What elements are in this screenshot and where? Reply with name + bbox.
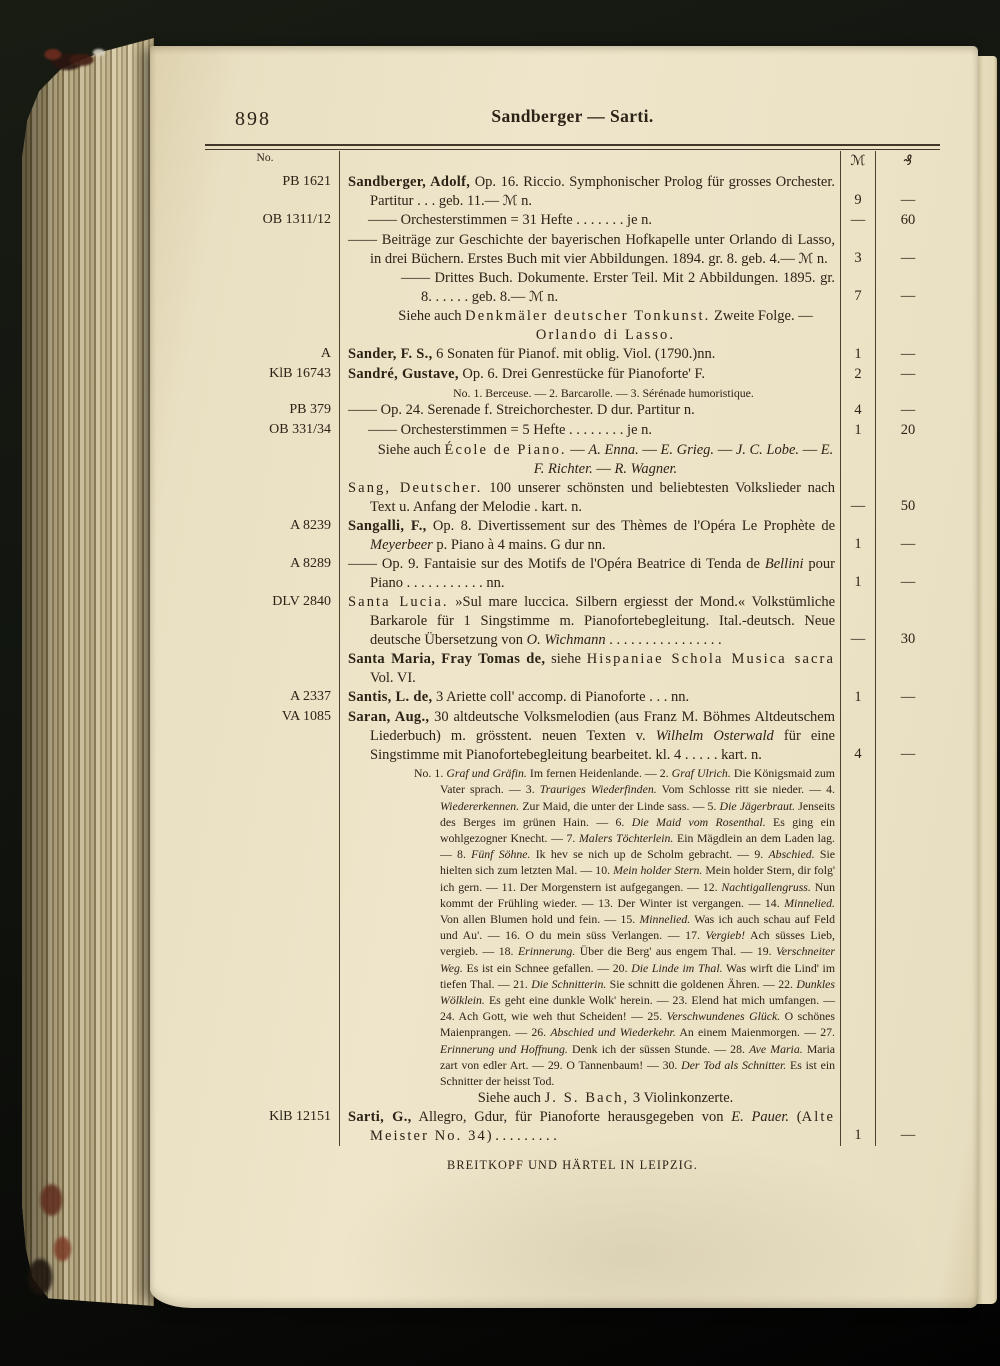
entry-body <box>339 365 840 385</box>
entry-text-part: No. 1. <box>414 766 447 781</box>
entry-text-part: Was wirft die Lind' im tiefen Thal. — 21. <box>440 960 835 991</box>
entry-text-part: siehe <box>545 651 587 668</box>
entry-text-part: Sandberger, Adolf, <box>348 173 471 190</box>
table-row-sandre-op6-inhalt <box>205 385 940 402</box>
price-pfennig: — <box>875 1108 940 1146</box>
entry-text-part: Santa Lucia. <box>348 594 449 611</box>
catalog-table <box>205 151 940 1147</box>
catalog-number: OB 331/34 <box>269 422 331 438</box>
entry-text-part: Graf und Gräfin. <box>446 766 527 781</box>
table-row-see-ecole <box>205 441 940 479</box>
entry-text-part: Sangalli, F., <box>348 518 427 535</box>
entry-text-part: Nachtigallengruss. <box>721 879 811 894</box>
entry-text-part: École de Piano. <box>444 442 567 459</box>
entry-text-part: Meyerbeer <box>370 537 433 554</box>
price-mark <box>840 307 875 345</box>
entry-text-part: E. Grieg. <box>660 442 715 459</box>
entry-paragraph <box>348 650 835 688</box>
price-pfennig: — <box>875 555 940 593</box>
entry-text-part: Ach süsses Lieb, vergieb. — 18. <box>440 928 835 959</box>
catalog-number: A <box>320 345 331 361</box>
price-mark <box>840 385 875 402</box>
price-mark: 4 <box>840 708 875 765</box>
catalog-number <box>205 479 339 517</box>
catalog-number <box>205 307 339 345</box>
entry-text-part: pour Piano . . . . . . . . . . . nn. <box>370 556 835 592</box>
entry-text-part: n. <box>813 250 828 267</box>
entry-text-part: 3 Ariette coll' accomp. di Pianoforte . . . nn. <box>432 689 690 706</box>
price-pfennig: — <box>875 517 940 555</box>
entry-text-part: Es geht eine dunkle Wolk' herein. — 23. Elend hat mich umfangen. — 24. Ach Gott, wie weh thut Scheiden! — 25. <box>440 992 835 1024</box>
entry-paragraph <box>348 385 835 402</box>
price-mark: 1 <box>840 345 875 365</box>
entry-text-part: Sarti, G., <box>348 1109 412 1126</box>
page-content <box>205 106 940 1173</box>
entry-text-part: Es ging ein wohlgezogner Knecht. — 7. <box>440 814 835 845</box>
catalog-number: PB 379 <box>289 402 331 418</box>
catalog-number <box>205 385 339 402</box>
entry-text-part: Maria zart von edler Art. — 29. O Tannenbaum! — 30. <box>440 1041 835 1072</box>
underlying-page-edge <box>977 56 997 1304</box>
price-pfennig: — <box>875 688 940 708</box>
entry-text-part: Bellini <box>764 556 804 573</box>
entry-text-part: O. Wichmann <box>526 632 606 649</box>
entry-paragraph <box>348 1108 835 1146</box>
page-header <box>205 106 940 144</box>
entry-body <box>339 1108 840 1146</box>
entry-text-part: — <box>799 442 821 459</box>
price-mark <box>840 765 875 1089</box>
table-row-sandberger-beitraege <box>205 231 940 269</box>
entry-text-part: Mein holder Stern. <box>613 863 703 878</box>
table-row-sandre-op6 <box>205 365 940 385</box>
entry-text-part: Vom Schlosse ritt sie nieder. — 4. <box>656 782 835 797</box>
entry-text-part: — <box>638 442 661 459</box>
price-pfennig <box>875 1089 940 1108</box>
table-row-santis <box>205 688 940 708</box>
catalog-number: KlB 12151 <box>269 1109 331 1125</box>
entry-text-part: Ik hev se nich up de Scholm gebracht. — 9. <box>530 847 769 862</box>
entry-text-part: — <box>714 442 736 459</box>
entry-paragraph <box>348 593 835 650</box>
entry-text-part: Minnelied. <box>639 911 691 926</box>
catalog-number: PB 1621 <box>282 173 331 189</box>
entry-paragraph <box>348 365 835 384</box>
column-header-pfennig: ₰ <box>875 151 940 173</box>
page-number: 898 <box>235 108 271 130</box>
catalog-number: A 8289 <box>290 556 331 572</box>
entry-text-part: Der Tod als Schnitter. <box>681 1057 787 1072</box>
marbled-edge-top <box>24 40 120 76</box>
price-pfennig: — <box>875 345 940 365</box>
entry-text-part: Jenseits des Berges im grünen Hain. — 6. <box>440 798 835 829</box>
catalog-number: DLV 2840 <box>272 594 331 610</box>
entry-text-part: Zur Maid, die unter der Linde sass. — 5. <box>519 798 720 813</box>
table-row-saran <box>205 708 940 765</box>
price-pfennig: 50 <box>875 479 940 517</box>
entry-text-part: ( <box>789 1109 802 1126</box>
catalog-number <box>205 231 339 269</box>
entry-text-part: —— Op. 24. Serenade f. Streichorchester. D dur. Partitur n. <box>348 402 695 419</box>
entry-text-part: Trauriges Wiederfinden. <box>539 782 657 797</box>
entry-paragraph <box>348 421 835 440</box>
entry-text-part: Sie hielten sich zum letzten Mal. — 10. <box>440 847 836 878</box>
price-mark: 4 <box>840 401 875 421</box>
table-row-sang-deutscher <box>205 479 940 517</box>
entry-text-part: — <box>566 442 589 459</box>
entry-paragraph <box>348 555 835 593</box>
price-pfennig <box>875 307 940 345</box>
entry-text-part: Denkmäler deutscher Tonkunst. <box>465 307 711 324</box>
entry-text-part: Hispaniae Schola Musica sacra <box>586 651 835 668</box>
running-head: Sandberger — Sarti. <box>491 106 654 126</box>
entry-paragraph <box>348 269 835 307</box>
entry-body <box>339 555 840 593</box>
entry-text-part: Die Maid vom Rosenthal. <box>631 814 766 829</box>
entry-text-part: Mein holder Stern, dir folg' ich gern. — 11. Der Morgenstern ist aufgegangen. — 12. <box>440 863 835 894</box>
entry-text-part: Es ist ein Schnitter der heisst Tod. <box>440 1057 836 1088</box>
catalog-number <box>205 765 339 1089</box>
price-mark: 1 <box>840 1108 875 1146</box>
price-pfennig <box>875 385 940 402</box>
entry-text-part: Op. 8. Divertissement sur des Thèmes de l'Opéra Le Prophète de <box>426 518 836 535</box>
entry-text-part: Allegro, Gdur, für Pianoforte herausgegeben von <box>411 1109 732 1126</box>
marbled-edge-bottom <box>18 1165 92 1305</box>
entry-text-part: Wilhelm Osterwald <box>655 728 774 745</box>
entry-text-part: Von allen Blumen hold und fein. — 15. <box>440 911 640 926</box>
entry-text-part: Abschied und Wiederkehr. <box>550 1025 676 1040</box>
entry-text-part: . . . . . . . . . . . . . . . . <box>605 632 722 649</box>
column-header-no: No. <box>256 151 274 164</box>
entry-paragraph <box>348 441 835 479</box>
entry-text-part: Graf Ulrich. <box>671 766 731 781</box>
entry-text-part: Vol. VI. <box>370 670 416 687</box>
catalog-number <box>205 650 339 688</box>
table-header-row <box>205 151 940 173</box>
entry-text-part: Sie schnitt die goldenen Ähren. — 22. <box>606 976 797 991</box>
entry-text-part: Fünf Söhne. <box>471 847 531 862</box>
price-mark: 1 <box>840 555 875 593</box>
entry-text-part: Erinnerung. <box>517 944 576 959</box>
entry-text-part: Erinnerung und Hoffnung. <box>440 1041 568 1056</box>
price-pfennig: 60 <box>875 211 940 231</box>
entry-body <box>339 173 840 211</box>
price-mark: 1 <box>840 421 875 441</box>
entry-text-part: Saran, Aug., <box>348 709 430 726</box>
entry-paragraph <box>348 307 835 345</box>
entry-text-part: Sandré, Gustave, <box>348 365 459 382</box>
table-row-sander <box>205 345 940 365</box>
table-row-sandberger-orchesterstimmen <box>205 211 940 231</box>
page-inner <box>150 46 978 1308</box>
entry-text-part: Im fernen Heidenlande. — 2. <box>526 766 672 781</box>
catalog-number: KlB 16743 <box>269 365 331 381</box>
entry-body <box>339 211 840 231</box>
price-pfennig <box>875 765 940 1089</box>
table-row-sarti <box>205 1108 940 1146</box>
entry-text-part: Über die Berg' aus engem Thal. — 19. <box>575 944 777 959</box>
entry-paragraph <box>348 345 835 364</box>
entry-text-part: »Sul mare luccica. Silbern ergiesst der Mond.« Volkstümliche Barkarole für 1 Singstimme m. Pianofortebegleitung. Ital.-deutsch. Neue deutsche Übersetzung von <box>370 594 836 649</box>
entry-body <box>339 421 840 441</box>
entry-body <box>339 401 840 421</box>
entry-text-part: Wiedererkennen. <box>440 798 520 813</box>
entry-text-part: 100 unserer schönsten und beliebtesten Volkslieder nach Text u. Anfang der Melodie . kart. n. <box>370 480 835 516</box>
entry-text-part: Siehe auch <box>477 1090 545 1107</box>
column-header-spacer <box>339 151 840 173</box>
table-row-santa-maria <box>205 650 940 688</box>
entry-text-part: J. C. Lobe. <box>735 442 800 459</box>
entry-body <box>339 708 840 765</box>
price-pfennig: — <box>875 365 940 385</box>
price-pfennig: — <box>875 708 940 765</box>
entry-text-part: —— Op. 9. Fantaisie sur des Motifs de l'Opéra Beatrice di Tenda de <box>348 556 765 573</box>
entry-body <box>339 765 840 1089</box>
entry-text-part: p. Piano à 4 mains. G dur nn. <box>432 537 606 554</box>
catalog-number <box>205 1089 339 1108</box>
price-mark: — <box>840 211 875 231</box>
entry-text-part: Die Schnitterin. <box>531 976 607 991</box>
entry-paragraph <box>348 1089 835 1108</box>
price-pfennig: — <box>875 401 940 421</box>
entry-body <box>339 1089 840 1108</box>
table-row-saran-inhalt <box>205 765 940 1089</box>
entry-text-part: —— Orchesterstimmen = 5 Hefte . . . . . . . . je n. <box>368 422 653 439</box>
entry-paragraph <box>348 401 835 420</box>
entry-text-part: Minnelied. <box>784 895 835 910</box>
entry-text-part: n. <box>517 192 532 209</box>
entry-text-part: Sang, Deutscher. <box>348 480 483 497</box>
entry-body <box>339 441 840 479</box>
entry-text-part: Op. 16. Riccio. Symphonischer Prolog für grosses Orchester. Partitur . . . geb. 11.— <box>370 173 835 209</box>
catalog-number <box>205 441 339 479</box>
entry-text-part: E. F. Richter. <box>533 442 834 478</box>
table-row-sangalli-op8 <box>205 517 940 555</box>
entry-text-part: Nun kommt der Frühling wieder. — 13. Der Winter ist vergangen. — 14. <box>440 879 836 910</box>
price-pfennig: — <box>875 231 940 269</box>
entry-text-part: No. 1. Berceuse. — 2. Barcarolle. — 3. Sérénade humoristique. <box>453 385 754 400</box>
entry-paragraph <box>348 708 835 765</box>
entry-text-part: Siehe auch <box>377 442 445 459</box>
entry-text-part: Dunkles Wölklein. <box>440 976 835 1007</box>
table-row-santa-lucia <box>205 593 940 650</box>
entry-text-part: Verschwundenes Glück. <box>666 1009 781 1024</box>
entry-paragraph <box>348 765 835 1089</box>
entry-text-part: O schönes Maienprangen. — 26. <box>440 1009 835 1040</box>
table-row-sandberger-op16 <box>205 173 940 211</box>
table-row-sandre-orchesterstimmen <box>205 421 940 441</box>
entry-text-part: 3 Violinkonzerte. <box>629 1090 734 1107</box>
entry-text-part: J. S. Bach, <box>544 1090 630 1107</box>
price-mark: 9 <box>840 173 875 211</box>
price-pfennig: 20 <box>875 421 940 441</box>
entry-body <box>339 269 840 307</box>
price-mark: 1 <box>840 517 875 555</box>
entry-text-part: Verschneiter Weg. <box>440 944 835 975</box>
entry-body <box>339 688 840 708</box>
book-page-edges <box>22 38 154 1306</box>
entry-text-part: An einem Maienmorgen. — 27. <box>675 1025 835 1040</box>
entry-text-part: Denk ich der süssen Stunde. — 28. <box>567 1041 750 1056</box>
price-pfennig <box>875 650 940 688</box>
entry-paragraph <box>348 173 835 211</box>
price-mark: 1 <box>840 688 875 708</box>
price-mark: 3 <box>840 231 875 269</box>
column-header-mark: ℳ <box>840 151 875 173</box>
entry-body <box>339 307 840 345</box>
entry-text-part: Orlando di Lasso. <box>535 326 676 343</box>
entry-body <box>339 650 840 688</box>
entry-text-part: Santa Maria, Fray Tomas de, <box>348 651 546 668</box>
price-mark: — <box>840 593 875 650</box>
entry-text-part: Zweite Folge. — <box>710 307 813 324</box>
entry-text-part: Santis, L. de, <box>348 689 433 706</box>
table-row-sandberger-drittes-buch <box>205 269 940 307</box>
entry-body <box>339 385 840 402</box>
entry-text-part: Was ich auch schau auf Feld und Au'. — 16. O du mein süss Verlangen. — 17. <box>440 911 836 943</box>
entry-text-part: Ein Mägdlein an dem Laden lag. — 8. <box>440 830 835 862</box>
price-pfennig <box>875 441 940 479</box>
entry-text-part: Die Jägerbraut. <box>719 798 796 813</box>
entry-paragraph <box>348 479 835 517</box>
price-mark: 7 <box>840 269 875 307</box>
catalog-number: A 2337 <box>290 689 331 705</box>
entry-text-part: —— Beiträge zur Geschichte der bayerischen Hofkapelle unter Orlando di Lasso, in drei Büchern. Erstes Buch mit vier Abbildungen. 1894. gr. 8. geb. 4.— <box>348 231 835 267</box>
entry-text-part: — <box>592 461 615 478</box>
price-mark <box>840 1089 875 1108</box>
entry-text-part: Siehe auch <box>398 307 466 324</box>
price-mark: 2 <box>840 365 875 385</box>
entry-text-part: —— Drittes Buch. Dokumente. Erster Teil. Mit 2 Abbildungen. 1895. gr. 8. . . . . . geb. 8.— <box>401 269 835 305</box>
entry-text-part: A. Enna. <box>588 442 639 459</box>
entry-text-part: ) . . . . . . . . . <box>486 1128 557 1145</box>
entry-paragraph <box>348 517 835 555</box>
price-pfennig: — <box>875 173 940 211</box>
entry-body <box>339 479 840 517</box>
entry-body <box>339 231 840 269</box>
entry-text-part: Die Königsmaid zum Vater sprach. — 3. <box>440 766 835 797</box>
entry-text-part: Malers Töchterlein. <box>578 830 674 845</box>
catalog-number: OB 1311/12 <box>262 211 331 227</box>
catalog-number: VA 1085 <box>281 709 331 725</box>
price-pfennig: 30 <box>875 593 940 650</box>
price-mark <box>840 441 875 479</box>
price-mark: — <box>840 479 875 517</box>
entry-paragraph <box>348 211 835 230</box>
table-row-see-bach <box>205 1089 940 1108</box>
entry-text-part: Op. 6. Drei Genrestücke für Pianoforte' F. <box>458 365 706 382</box>
table-row-sangalli-op9 <box>205 555 940 593</box>
entry-body <box>339 345 840 365</box>
entry-text-part: Vergieb! <box>705 928 746 943</box>
entry-text-part: 30 altdeutsche Volksmelodien (aus Franz M. Böhmes Altdeutschem Liederbuch) m. grösstent. neuen Texten v. <box>370 709 835 745</box>
entry-text-part: ℳ <box>502 192 518 209</box>
entry-text-part: 6 Sonaten für Pianof. mit oblig. Viol. (1790.)nn. <box>432 345 716 362</box>
entry-paragraph <box>348 688 835 707</box>
price-pfennig: — <box>875 269 940 307</box>
entry-body <box>339 517 840 555</box>
entry-text-part: n. <box>543 288 559 305</box>
table-row-see-denkmaeler <box>205 307 940 345</box>
entry-text-part: E. Pauer. <box>731 1109 790 1126</box>
entry-text-part: Alte Meister No. 34 <box>370 1109 836 1145</box>
price-mark <box>840 650 875 688</box>
entry-text-part: Ave Maria. <box>749 1041 803 1056</box>
entry-body <box>339 593 840 650</box>
double-rule <box>205 144 940 150</box>
entry-text-part: ℳ <box>798 250 814 267</box>
publisher-imprint: BREITKOPF UND HÄRTEL IN LEIPZIG. <box>447 1158 698 1173</box>
entry-text-part: —— Orchesterstimmen = 31 Hefte . . . . . . . je n. <box>368 211 653 228</box>
entry-text-part: Es ist ein Schnee gefallen. — 20. <box>462 960 632 975</box>
catalog-number: A 8239 <box>290 518 331 534</box>
entry-text-part: ℳ <box>528 288 544 305</box>
entry-paragraph <box>348 231 835 269</box>
book-page <box>150 46 978 1308</box>
table-row-sandre-op24 <box>205 401 940 421</box>
entry-text-part: Die Linde im Thal. <box>631 960 723 975</box>
entry-text-part: R. Wagner. <box>614 461 678 478</box>
entry-text-part: für eine Singstimme mit Pianofortebegleitung bearbeitet. kl. 4 . . . . . kart. n. <box>370 728 835 764</box>
catalog-number <box>205 269 339 307</box>
entry-text-part: Sander, F. S., <box>348 345 433 362</box>
entry-text-part: Abschied. <box>768 847 815 862</box>
